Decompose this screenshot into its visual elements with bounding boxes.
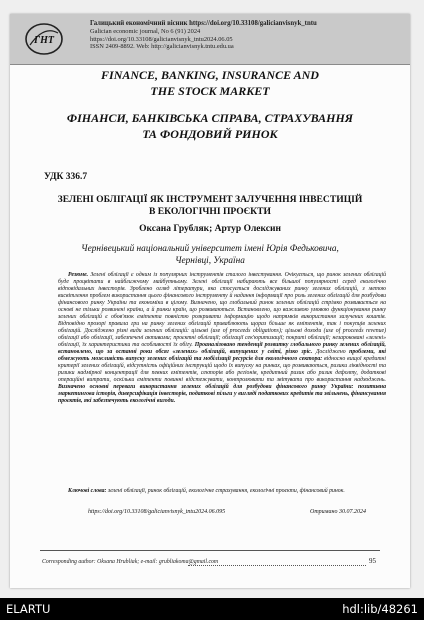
header-issn[interactable]: ISSN 2409-8892. Web: http://galicianvisnyk.tntu.edu.ua	[90, 43, 234, 51]
section-title-ua-2: ТА ФОНДОВИЙ РИНОК	[142, 127, 278, 141]
authors: Оксана Грубляк; Артур Олексин	[139, 224, 281, 234]
article-title-line-1: ЗЕЛЕНІ ОБЛІГАЦІЇ ЯК ІНСТРУМЕНТ ЗАЛУЧЕННЯ ІНВЕСТИЦІЙ	[57, 194, 363, 205]
article-title-line-2: В ЕКОЛОГІЧНІ ПРОЄКТИ	[148, 205, 272, 217]
abstract-part-5: проблеми, які обмежують можливість випуску зелених облігацій та мобілізації ресурсів для екологічного сектора:	[58, 349, 386, 363]
section-title-en-2: THE STOCK MARKET	[150, 84, 270, 98]
abstract-part-7: Визначено основні переваги використання зелених облігацій для розбудови фінансового ринку України: позитивна маркетингова історія, диверсифікація інвесторів, податкові пільги у вигляді податкових кредитів та звільнень, фінансування проєктів, які забезпечують екологічні вигоди.	[58, 384, 386, 405]
affiliation-line-1: Чернівецький національний університет імені Юрія Федьковича,	[81, 244, 339, 254]
handle-id[interactable]: hdl:lib/48261	[342, 602, 418, 616]
section-title-en-1: FINANCE, BANKING, INSURANCE AND	[101, 68, 319, 82]
page-number: 95	[369, 557, 376, 565]
abstract-part-2: цільові (use of proceeds obligations); цільові доходи (use of proceeds revenue) облігації або облігації, забезпечені активами; проєктні облігації; облігації сек'юритизації; покриті облігації; незароковані «зелені» облігації, їх характеристики та особливості їх обігу.	[58, 328, 386, 349]
received-date: Отримано 30.07.2024	[310, 509, 366, 515]
keywords-label: Ключові слова:	[68, 488, 107, 494]
keywords-text: зелені облігації, ринок облігацій, екологічне страхування, екологічні проєкти, фінансовий ринок.	[106, 488, 345, 494]
journal-logo-icon	[24, 21, 64, 57]
repository-name[interactable]: ELARTU	[6, 602, 51, 616]
journal-en: Galician economic journal, No 6 (91) 2024	[90, 27, 201, 35]
corresponding-author: Corresponding author: Oksana Hrubliak; e-mail: grubliakoma@gmail.com	[42, 559, 219, 565]
journal-info	[90, 20, 400, 51]
journal-header	[10, 14, 410, 65]
header-doi[interactable]: https://doi.org/10.33108/galicianvisnyk_tntu2024.06.05	[90, 35, 233, 43]
abstract-part-1: Зелені облігації є одним із популярних інструментів сталого інвестування. Очікується, що ринок зелених облігацій буде процвітати в найближчому майбутньому. Зелені облігації набирають все більшої популярності серед екологічно відповідальних інвесторів. Зроблено огляд літератури, яка стосується досліджуваних ринку зелених облігацій, з метою висвітлення проблем використання цього фінансового інструменту й надання інформації про роль зелених облігацій для розбудови фінансового ринку України та економіки в цілому. Визначено, що глобальний ринок зелених облігацій стрімко розвивається на основі не тільки розвинені країни, а й ринки країн, що розвиваються. Встановлено, що важливою умовою функціонування ринку зелених облігацій є обов'язок емітента повністю розкривати інформацію щодо напрямків використання залучених коштів. Відповідно прозорі правила гри на ринку зелених облігацій приваблюють щораз більше як емітентів, так і покупців зелених облігацій. Досліджено різні види зелених облігацій:	[58, 272, 387, 335]
abstract-part-4: Досліджено	[312, 349, 346, 356]
logo-text: ГНТ	[34, 35, 54, 46]
document-page	[10, 14, 410, 588]
article-doi-link[interactable]: https://doi.org/10.33108/galicianvisnyk_tntu2024.06.095	[88, 509, 226, 515]
abstract	[58, 272, 386, 405]
affiliation	[60, 244, 360, 267]
udk-code: УДК 336.7	[44, 172, 88, 182]
section-title-ua-1: ФІНАНСИ, БАНКІВСЬКА СПРАВА, СТРАХУВАННЯ	[66, 111, 354, 125]
journal-line: Галицький економічний вісник https://doi.org/10.33108/galicianvisnyk_tntu	[90, 20, 317, 27]
footer-divider	[40, 550, 380, 551]
keywords	[58, 488, 386, 495]
dot-leader	[188, 559, 366, 566]
affiliation-line-2: Чернівці, Україна	[175, 255, 245, 266]
abstract-part-6: відносно вищої кредитні критерії зелених облігацій, відсутність офіційних інструкцій щодо їх випуску на ринках, що розвиваються, ризики ліквідності та ризики надмірної концентрації для певних емітентів, секторів або регіонів, кредитний ризик або ризик дефолту, додаткові операційні витрати, оскільки емітенти повинні відстежувати, контролювати та звітувати про використання надходжень.	[58, 356, 386, 384]
abstract-label: Резюме.	[68, 272, 89, 278]
abstract-part-3: Проаналізовано тенденції розвитку глобального ринку зелених облігацій, встановлено, що за останні роки обсяг «зелених» облігацій, випущених у світі, різко зріс.	[58, 342, 386, 356]
viewer-bottom-bar	[0, 598, 424, 620]
article-title	[50, 194, 370, 217]
